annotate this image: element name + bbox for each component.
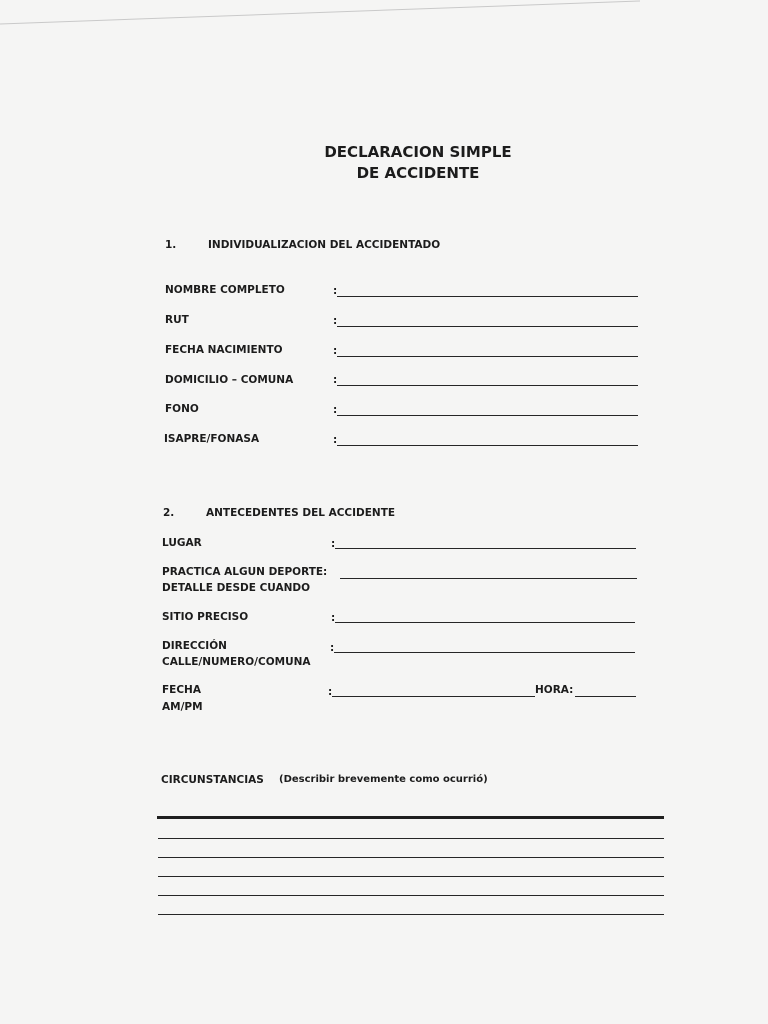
circumstances-blank-line: [158, 838, 664, 839]
form-title-line1: DECLARACION SIMPLE: [324, 143, 512, 161]
fono-blank-line: [337, 415, 638, 416]
field-colon: :: [333, 374, 338, 386]
field-label-rut: RUT: [165, 314, 189, 326]
field-label-direccion: DIRECCIÓN: [162, 640, 227, 652]
field-colon: :: [333, 315, 338, 327]
field-colon: :: [331, 538, 336, 550]
form-title-line2: DE ACCIDENTE: [356, 164, 480, 182]
rut-blank-line: [337, 326, 638, 327]
field-label-calle-numero-comuna: CALLE/NUMERO/COMUNA: [162, 656, 311, 668]
field-label-domicilio-comuna: DOMICILIO – COMUNA: [165, 374, 294, 386]
field-colon: :: [328, 686, 333, 698]
circumstances-blank-line: [158, 857, 664, 858]
field-label-fono: FONO: [165, 403, 199, 415]
isapre-fonasa-blank-line: [337, 445, 638, 446]
field-label-hora: HORA:: [535, 684, 574, 696]
hora-blank-line: [575, 696, 636, 697]
field-label-isapre-fonasa: ISAPRE/FONASA: [164, 433, 260, 445]
field-colon: :: [333, 285, 338, 297]
fecha-blank-line: [332, 696, 535, 697]
sitio-preciso-blank-line: [335, 622, 635, 623]
circumstances-blank-line: [158, 876, 664, 877]
form-title: [268, 142, 568, 184]
field-label-detalle-desde-cuando: DETALLE DESDE CUANDO: [162, 582, 311, 594]
field-label-fecha: FECHA: [162, 684, 201, 696]
nombre-completo-blank-line: [337, 296, 638, 297]
practica-deporte-blank-line: [340, 578, 637, 579]
field-label-sitio-preciso: SITIO PRECISO: [162, 611, 249, 623]
circumstances-blank-line: [157, 816, 664, 819]
field-colon: :: [333, 345, 338, 357]
field-label-am-pm: AM/PM: [162, 701, 203, 713]
section2-heading: ANTECEDENTES DEL ACCIDENTE: [206, 507, 396, 519]
scan-edge-line: [0, 0, 768, 30]
field-colon: :: [331, 612, 336, 624]
field-label-practica-deporte: PRACTICA ALGUN DEPORTE:: [162, 566, 328, 578]
circumstances-label: CIRCUNSTANCIAS: [161, 774, 264, 786]
section1-number: 1.: [165, 239, 177, 251]
field-label-nombre-completo: NOMBRE COMPLETO: [165, 284, 285, 296]
domicilio-comuna-blank-line: [337, 385, 638, 386]
section1-heading: INDIVIDUALIZACION DEL ACCIDENTADO: [208, 239, 441, 251]
fecha-nacimiento-blank-line: [337, 356, 638, 357]
field-label-fecha-nacimiento: FECHA NACIMIENTO: [165, 344, 283, 356]
section2-number: 2.: [163, 507, 175, 519]
field-colon: :: [330, 642, 335, 654]
circumstances-blank-line: [158, 895, 664, 896]
circumstances-blank-line: [158, 914, 664, 915]
field-label-lugar: LUGAR: [162, 537, 202, 549]
field-colon: :: [333, 404, 338, 416]
field-colon: :: [333, 434, 338, 446]
lugar-blank-line: [335, 548, 636, 549]
circumstances-hint: (Describir brevemente como ocurrió): [279, 774, 488, 785]
direccion-blank-line: [334, 652, 635, 653]
